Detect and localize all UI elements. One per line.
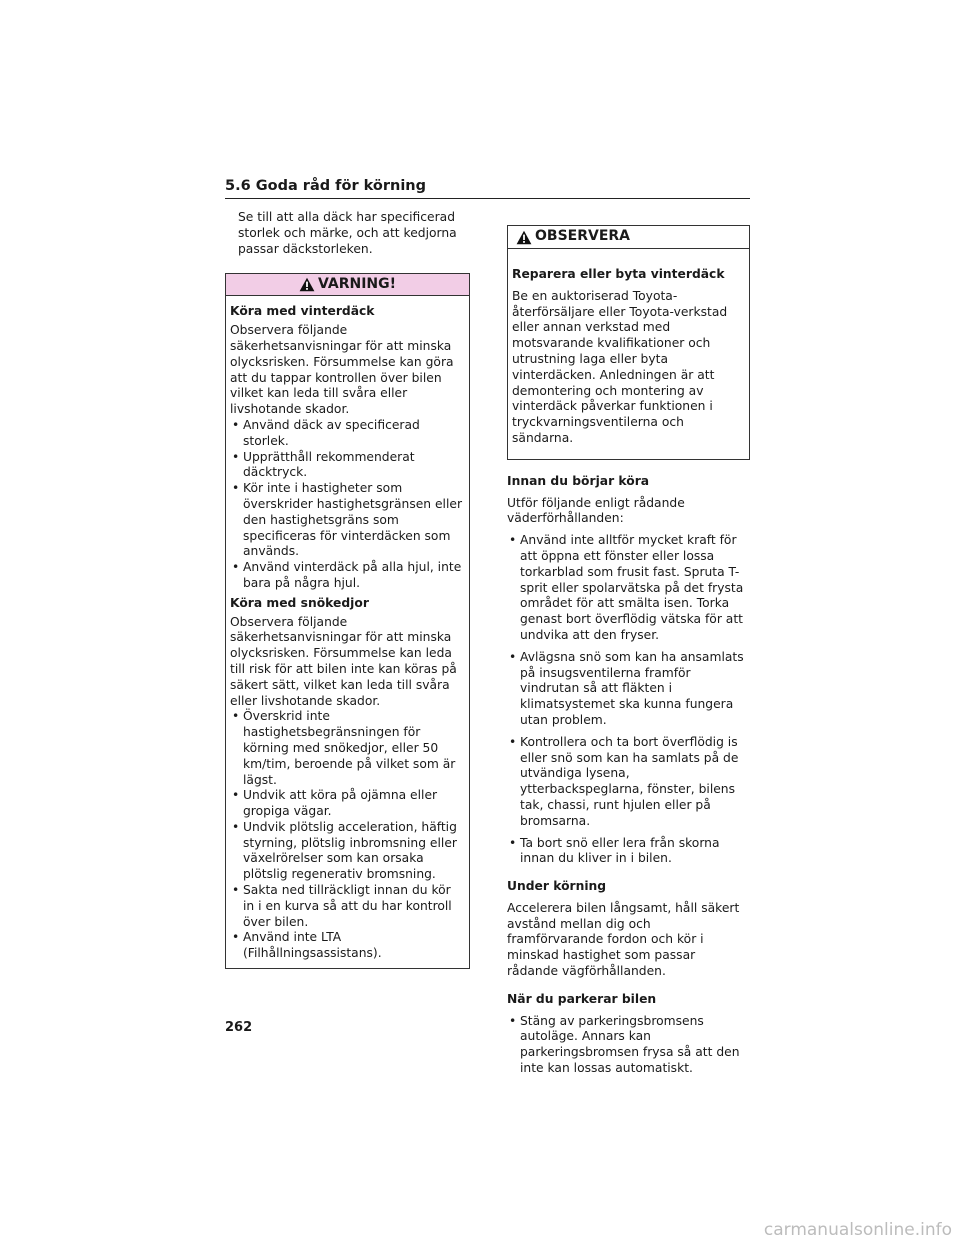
list-item: • Kontrollera och ta bort överflödig is eller snö som kan ha samlats på de utvändiga lysena, ytterbackspeglarna, fönster, bilens tak, chassi, runt hjulen eller på bromsarna.: [507, 735, 750, 830]
parking-list: [507, 1014, 750, 1077]
notice-title: OBSERVERA: [535, 228, 631, 245]
warning-header: [226, 274, 469, 296]
before-heading: Innan du börjar köra: [507, 473, 650, 488]
intro-text: Se till att alla däck har specificerad storlek och märke, och att kedjorna passar däckstorleken.: [238, 210, 457, 256]
during-text: Accelerera bilen långsamt, håll säkert avstånd mellan dig och framförvarande fordon och kör i minskad hastighet som passar rådande vägförhållanden.: [507, 900, 740, 979]
page-number: 262: [225, 1020, 253, 1035]
right-column: [507, 225, 750, 1083]
watermark: carmanualsonline.info: [763, 1220, 952, 1240]
notice-header: [508, 226, 749, 249]
left-column: [225, 210, 470, 969]
warning-title: VARNING!: [317, 275, 397, 292]
warning-icon: [299, 277, 315, 292]
list-item: • Använd vinterdäck på alla hjul, inte bara på några hjul.: [230, 560, 465, 592]
notice-text: Be en auktoriserad Toyota-återförsäljare eller Toyota-verkstad eller annan verkstad med motsvarande kvalifikationer och utrustning laga eller byta vinterdäcken. Anledningen är att demontering och montering av vinterdäck påverkar funktionen i tryckvarningsventilerna och sändarna.: [512, 288, 728, 445]
section-header: 5.6 Goda råd för körning: [225, 178, 750, 199]
during-heading: Under körning: [507, 879, 607, 894]
warning-heading-2: Köra med snökedjor: [230, 595, 369, 610]
before-list: [507, 533, 750, 867]
notice-heading: Reparera eller byta vinterdäck: [512, 267, 725, 281]
list-item: • Kör inte i hastigheter som överskrider hastighetsgränsen eller den hastighetsgräns som specificeras för vinterdäcken som används.: [230, 481, 465, 560]
warning-box: [225, 273, 470, 969]
list-item: • Stäng av parkeringsbromsens autoläge. Annars kan parkeringsbromsen frysa så att den inte kan lossas automatiskt.: [507, 1014, 750, 1077]
list-item: • Sakta ned tillräckligt innan du kör in i en kurva så att du har kontroll över bilen.: [230, 883, 465, 930]
list-item: • Ta bort snö eller lera från skorna innan du kliver in i bilen.: [507, 836, 750, 868]
warning-text-2: Observera följande säkerhetsanvisningar för att minska olycksrisken. Försummelse kan leda till risk för att bilen inte kan köras på säkert sätt, vilket kan leda till svåra eller livshotande skador.: [230, 614, 457, 708]
notice-box: [507, 225, 750, 460]
warning-list-1: [230, 418, 465, 592]
list-item: • Använd inte alltför mycket kraft för att öppna ett fönster eller lossa torkarblad som frusit fast. Spruta T-sprit eller spolarvätska på det frysta området för att smälta isen. Torka genast bort överflödig vätska för att undvika att den fryser.: [507, 533, 750, 644]
list-item: • Undvik att köra på ojämna eller gropiga vägar.: [230, 788, 465, 820]
list-item: • Använd däck av specificerad storlek.: [230, 418, 465, 450]
warning-body: [226, 296, 469, 968]
list-item: • Upprätthåll rekommenderat däcktryck.: [230, 450, 465, 482]
warning-list-2: [230, 709, 465, 962]
warning-text-1: Observera följande säkerhetsanvisningar för att minska olycksrisken. Försummelse kan göra att du tappar kontrollen över bilen vilket kan leda till svåra eller livshotande skador.: [230, 323, 454, 417]
list-item: • Använd inte LTA (Filhållningsassistans).: [230, 930, 465, 962]
notice-icon: [516, 230, 532, 245]
parking-heading: När du parkerar bilen: [507, 991, 657, 1006]
list-item: • Överskrid inte hastighetsbegränsningen för körning med snökedjor, eller 50 km/tim, beroende på vilket som är lägst.: [230, 709, 465, 788]
warning-heading-1: Köra med vinterdäck: [230, 304, 375, 319]
notice-body: [508, 249, 749, 459]
list-item: • Undvik plötslig acceleration, häftig styrning, plötslig inbromsning eller växelrörelser som kan orsaka plötslig regenerativ bromsning.: [230, 820, 465, 883]
before-text: Utför följande enligt rådande väderförhållanden:: [507, 495, 685, 526]
list-item: • Avlägsna snö som kan ha ansamlats på insugsventilerna framför vindrutan så att fläkten i klimatsystemet ska kunna fungera utan problem.: [507, 650, 750, 729]
